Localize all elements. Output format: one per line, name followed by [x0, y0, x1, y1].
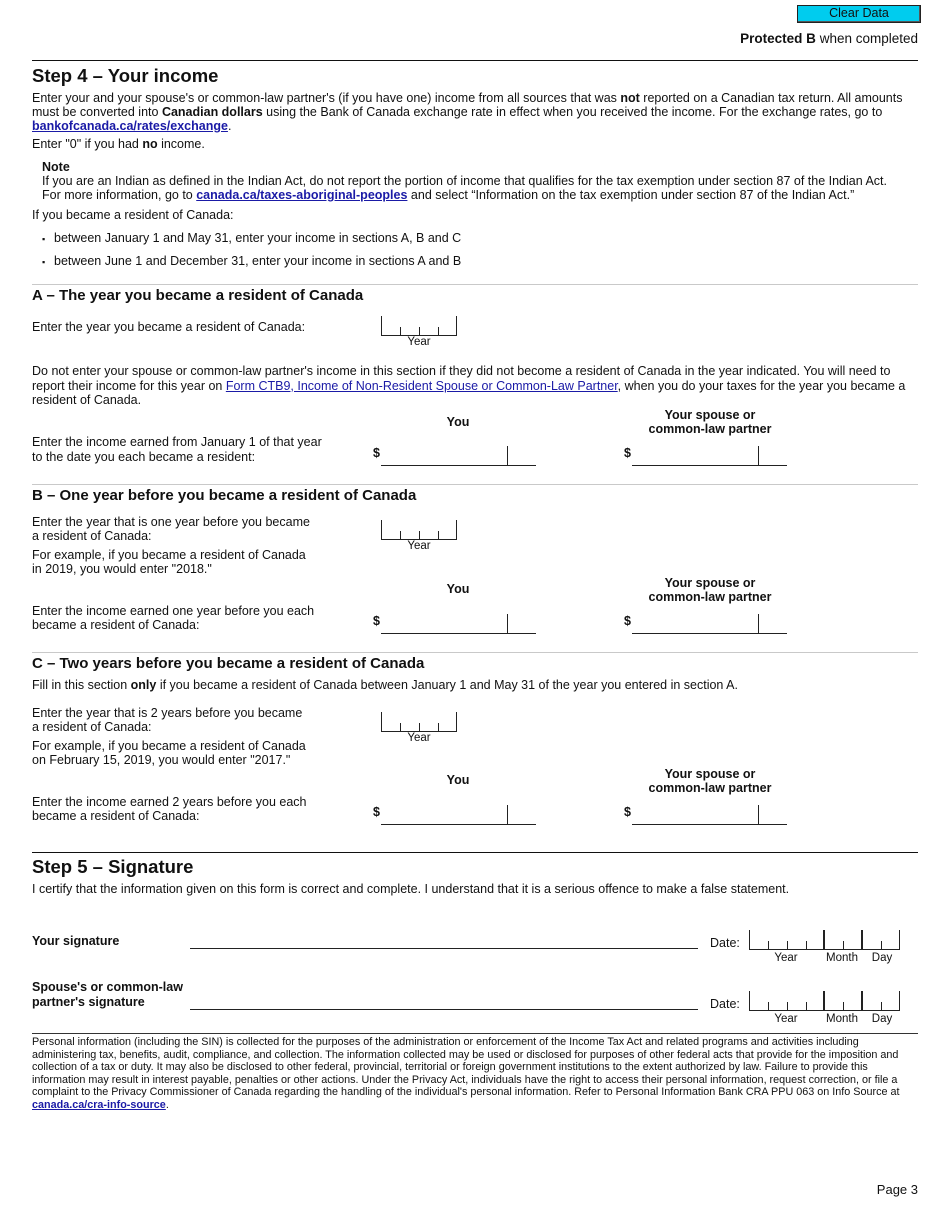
section-a-paragraph: Do not enter your spouse or common-law partner's income in this section if they did not become a resident of Canada in the year indicated. You will need to report their income for this year on Form CTB9, Income of Non-Resident Spouse or Common-Law Partner, when you do your taxes for the year you became a resident of Canada. [32, 364, 906, 407]
bank-of-canada-link[interactable]: bankofcanada.ca/rates/exchange [32, 119, 228, 133]
date-label: Date: [710, 936, 740, 950]
bullet-item: between June 1 and December 31, enter your income in sections A and B [54, 254, 462, 268]
spouse-signature-date-input[interactable] [749, 991, 901, 1011]
year-caption: Year [407, 336, 431, 348]
column-spouse: Your spouse or common-law partner [648, 408, 772, 436]
column-spouse: Your spouse or common-law partner [648, 767, 772, 795]
page-number: Page 3 [876, 1182, 918, 1197]
aboriginal-peoples-link[interactable]: canada.ca/taxes-aboriginal-peoples [196, 188, 408, 202]
your-signature-line[interactable] [190, 948, 698, 949]
section-b-income-you-input[interactable]: $ [373, 614, 538, 634]
section-a-title: A – The year you became a resident of Canada [32, 287, 364, 304]
section-b-income-spouse-input[interactable]: $ [624, 614, 789, 634]
section-c-example: For example, if you became a resident of Canada on February 15, 2019, you would enter "2017." [32, 739, 306, 767]
bullet-item: between January 1 and May 31, enter your income in sections A, B and C [54, 231, 462, 245]
zero-income-instruction: Enter "0" if you had no income. [32, 137, 205, 151]
form-ctb9-link[interactable]: Form CTB9, Income of Non-Resident Spouse or Common-Law Partner [225, 378, 618, 393]
spouse-signature-label: Spouse's or common-law partner's signature [32, 980, 183, 1009]
column-you: You [446, 415, 470, 429]
column-spouse: Your spouse or common-law partner [648, 576, 772, 604]
section-divider [32, 484, 918, 485]
section-b-example: For example, if you became a resident of Canada in 2019, you would enter "2018." [32, 548, 306, 576]
resident-intro: If you became a resident of Canada: [32, 208, 234, 222]
section-divider [32, 652, 918, 653]
column-you: You [446, 582, 470, 596]
your-signature-label: Your signature [32, 934, 120, 948]
section-a-income-you-input[interactable]: $ [373, 446, 538, 466]
protected-label: Protected B when completed [740, 31, 918, 46]
bullet-icon: ▪ [42, 234, 46, 244]
bullet-icon: ▪ [42, 257, 46, 267]
date-year-caption: Year [774, 952, 798, 964]
section-c-income-spouse-input[interactable]: $ [624, 805, 789, 825]
section-b-title: B – One year before you became a resident of Canada [32, 487, 417, 504]
step5-divider [32, 852, 918, 853]
section-a-income-label: Enter the income earned from January 1 of that year to the date you each became a resident: [32, 435, 322, 464]
step4-intro: Enter your and your spouse's or common-law partner's (if you have one) income from all sources that was not reported on a Canadian tax return. All amounts must be converted into Canadian dollars using the Bank of Canada exchange rate in effect when you received the income. For the exchange rates, go to bankofcanada.ca/rates/exchange. [32, 91, 903, 133]
step5-title: Step 5 – Signature [32, 856, 194, 877]
section-c-instruction: Fill in this section only if you became a resident of Canada between January 1 and May 31 of the year you entered in section A. [32, 678, 738, 692]
section-b-income-label: Enter the income earned one year before you each became a resident of Canada: [32, 604, 315, 632]
date-day-caption: Day [871, 952, 893, 964]
clear-data-button[interactable]: Clear Data [797, 5, 921, 23]
section-c-year-input[interactable] [381, 712, 457, 732]
section-c-title: C – Two years before you became a resident of Canada [32, 655, 425, 672]
date-label: Date: [710, 997, 740, 1011]
section-c-year-label: Enter the year that is 2 years before you became a resident of Canada: [32, 706, 303, 734]
date-month-caption: Month [826, 952, 858, 964]
date-year-caption: Year [774, 1013, 798, 1025]
section-c-income-label: Enter the income earned 2 years before you each became a resident of Canada: [32, 795, 307, 823]
section-b-year-label: Enter the year that is one year before you became a resident of Canada: [32, 515, 310, 543]
step4-title: Step 4 – Your income [32, 65, 219, 86]
section-divider [32, 284, 918, 285]
note-title: Note [42, 160, 70, 174]
privacy-notice: Personal information (including the SIN) is collected for the purposes of the administration or enforcement of the Income Tax Act and related programs and activities including administering tax, benefits, audit, compliance, and collection. The information collected may be used or disclosed for purposes of other federal acts that provide for the imposition and collection of a tax or duty. It may also be disclosed to other federal, provincial, territorial or foreign government institutions to the extent authorized by law. Failure to provide this information may result in interest payable, penalties or other actions. Under the Privacy Act, individuals have the right to access their personal information, request correction, or file a complaint to the Privacy Commissioner of Canada regarding the handling of the individual's personal information. Refer to Personal Information Bank CRA PPU 063 on Info Source at canada.ca/cra-info-source. [32, 1036, 900, 1111]
date-month-caption: Month [826, 1013, 858, 1025]
section-a-year-input[interactable] [381, 316, 457, 336]
top-divider [32, 60, 918, 61]
section-a-income-spouse-input[interactable]: $ [624, 446, 789, 466]
section-c-income-you-input[interactable]: $ [373, 805, 538, 825]
certify-statement: I certify that the information given on this form is correct and complete. I understand that it is a serious offence to make a false statement. [32, 882, 790, 896]
your-signature-date-input[interactable] [749, 930, 901, 950]
year-caption: Year [407, 540, 431, 552]
column-you: You [446, 773, 470, 787]
cra-info-source-link[interactable]: canada.ca/cra-info-source [32, 1098, 166, 1111]
note-line1: If you are an Indian as defined in the Indian Act, do not report the portion of income that qualifies for the tax exemption under section 87 of the Indian Act. [42, 174, 887, 188]
year-caption: Year [407, 732, 431, 744]
section-a-year-label: Enter the year you became a resident of Canada: [32, 320, 306, 334]
date-day-caption: Day [871, 1013, 893, 1025]
privacy-divider [32, 1033, 918, 1034]
section-b-year-input[interactable] [381, 520, 457, 540]
note-line2: For more information, go to canada.ca/taxes-aboriginal-peoples and select “Information on the tax exemption under section 87 of the Indian Act.” [42, 188, 855, 202]
spouse-signature-line[interactable] [190, 1009, 698, 1010]
